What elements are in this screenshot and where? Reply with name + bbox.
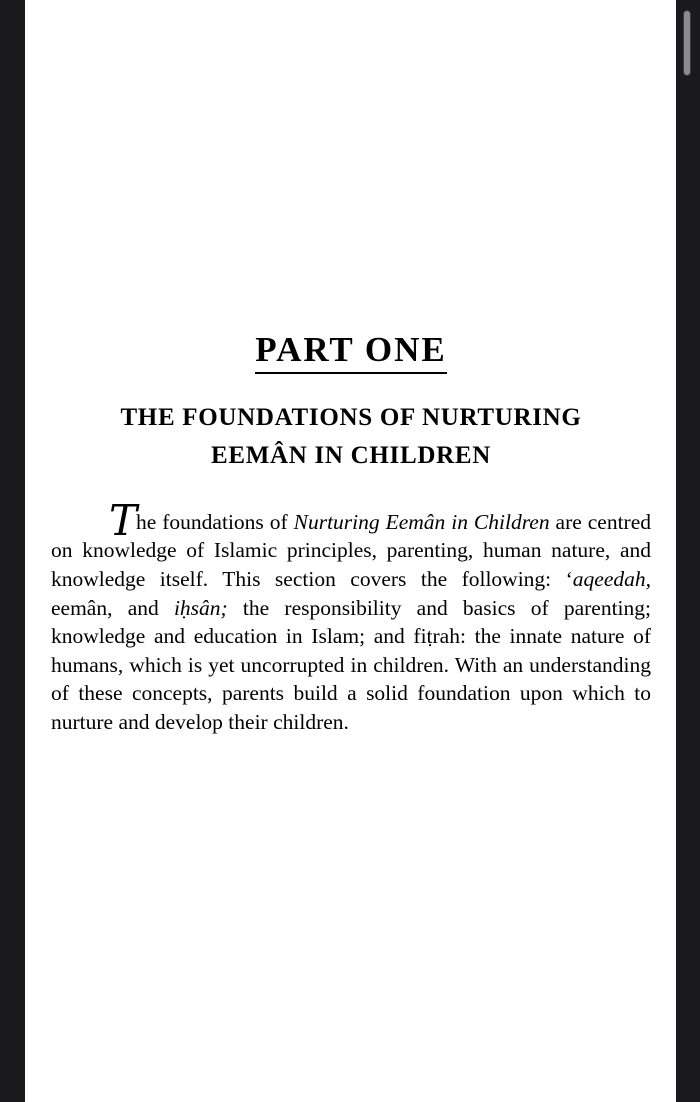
part-title-container	[50, 332, 652, 374]
section-heading-line-1: THE FOUNDATIONS OF NURTURING	[120, 403, 582, 431]
intro-paragraph	[50, 495, 652, 737]
vertical-scrollbar-track[interactable]	[679, 0, 697, 1102]
body-text-segment-1: he foundations of	[136, 509, 294, 534]
body-text-segment-3: are centred on knowledge of Islamic principles, parenting, human nature, and knowledge itself. This section covers the following: ‘	[51, 509, 651, 591]
section-heading-line-2: EEMÂN IN CHILDREN	[211, 441, 491, 469]
viewer-left-margin-band	[0, 0, 25, 1102]
term-ihsan-italic: iḥsân;	[173, 595, 228, 620]
book-page	[25, 0, 676, 1102]
section-heading	[50, 399, 652, 475]
drop-cap-letter: T	[109, 495, 137, 545]
vertical-scrollbar-thumb[interactable]	[683, 10, 691, 76]
body-text-segment-7: the responsibility and basics of parenting; knowledge and education in Islam; and fiṭrah: the innate nature of humans, which is yet uncorrupted in children. With an understanding of these concepts, parents build a solid foundation upon which to nurture and develop their children.	[51, 595, 651, 734]
book-title-italic: Nurturing Eemân in Children	[293, 509, 550, 534]
term-aqeedah-italic: aqeedah,	[572, 566, 651, 591]
part-title: PART ONE	[255, 332, 446, 374]
body-text-segment-5: eemân, and	[51, 595, 174, 620]
page-content-area	[50, 0, 652, 758]
